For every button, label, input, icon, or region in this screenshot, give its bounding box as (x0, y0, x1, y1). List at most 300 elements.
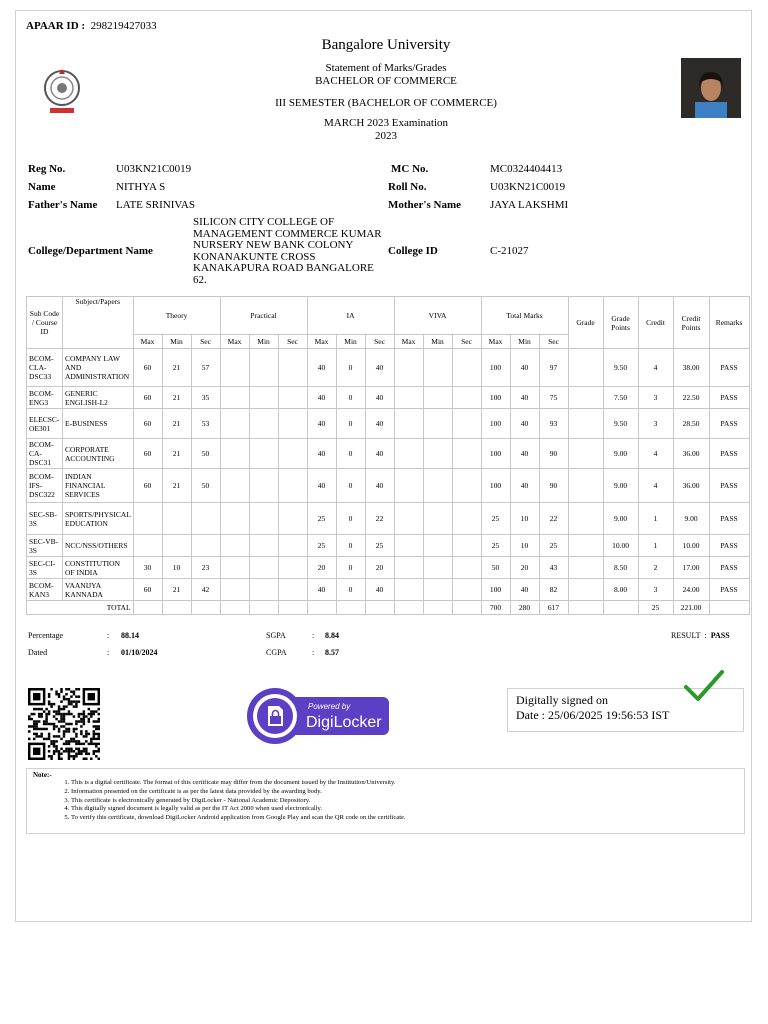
cell-tot-2: 90 (539, 469, 568, 503)
cell-vi-0 (394, 579, 423, 601)
cell-rem: PASS (709, 469, 749, 503)
cell-vi-1 (423, 469, 452, 503)
notes-list (57, 779, 406, 823)
cell-tot-2: 25 (539, 535, 568, 557)
subheader-total-max: Max (481, 335, 510, 349)
reg-no-value: U03KN21C0019 (116, 163, 192, 175)
subheader-ia-sec: Sec (365, 335, 394, 349)
table-row (27, 387, 750, 409)
cell-tot-1: 40 (510, 409, 539, 439)
total-min: 280 (510, 601, 539, 615)
cell-cp: 36.00 (673, 439, 709, 469)
name-label: Name (28, 181, 56, 193)
percentage-label: Percentage (28, 631, 64, 640)
cell-ia-0: 40 (307, 409, 336, 439)
header-viva: VIVA (394, 297, 481, 335)
cell-ia-2: 40 (365, 387, 394, 409)
subheader-practical-min: Min (249, 335, 278, 349)
cell-ia-0: 40 (307, 579, 336, 601)
cell-th-2: 42 (191, 579, 220, 601)
cell-cp: 36.00 (673, 469, 709, 503)
total-empty (394, 601, 423, 615)
cell-vi-2 (452, 349, 481, 387)
cell-vi-2 (452, 579, 481, 601)
cell-pr-1 (249, 469, 278, 503)
cell-ia-2: 40 (365, 409, 394, 439)
subheader-total-min: Min (510, 335, 539, 349)
percentage-value: 88.14 (121, 631, 139, 640)
cell-vi-0 (394, 535, 423, 557)
cell-ia-1: 0 (336, 579, 365, 601)
header-credit: Credit (638, 297, 673, 349)
cell-code: BCOM-IFS-DSC322 (27, 469, 63, 503)
cell-tot-0: 100 (481, 409, 510, 439)
header-grade-points: Grade Points (603, 297, 638, 349)
cell-cp: 24.00 (673, 579, 709, 601)
subheader-viva-max: Max (394, 335, 423, 349)
table-row (27, 557, 750, 579)
statement-title: Statement of Marks/Grades BACHELOR OF COMMERCE (315, 62, 457, 87)
cell-pr-1 (249, 349, 278, 387)
cell-pr-1 (249, 557, 278, 579)
table-row (27, 535, 750, 557)
cell-grade (568, 409, 603, 439)
cell-credit: 3 (638, 579, 673, 601)
header-theory: Theory (133, 297, 220, 335)
cell-ia-2: 40 (365, 469, 394, 503)
cell-rem: PASS (709, 557, 749, 579)
cell-rem: PASS (709, 349, 749, 387)
sgpa-label: SGPA (266, 631, 286, 640)
cell-ia-1: 0 (336, 387, 365, 409)
cell-vi-2 (452, 469, 481, 503)
cell-pr-0 (220, 349, 249, 387)
notes-title: Note:- (33, 771, 52, 779)
sgpa-value: 8.84 (325, 631, 339, 640)
cell-rem: PASS (709, 579, 749, 601)
cell-subject: E-BUSINESS (63, 409, 134, 439)
cell-ia-1: 0 (336, 409, 365, 439)
header-grade: Grade (568, 297, 603, 349)
cell-pr-2 (278, 409, 307, 439)
cell-pr-2 (278, 439, 307, 469)
cell-vi-0 (394, 557, 423, 579)
cell-code: SEC-VB-3S (27, 535, 63, 557)
cell-pr-2 (278, 349, 307, 387)
cell-th-1: 21 (162, 469, 191, 503)
student-photo-image (681, 58, 741, 118)
cell-code: BCOM-CA-DSC31 (27, 439, 63, 469)
cell-rem: PASS (709, 439, 749, 469)
cell-vi-1 (423, 349, 452, 387)
cell-cp: 38.00 (673, 349, 709, 387)
cell-cp: 22.50 (673, 387, 709, 409)
cell-code: ELECSC-OE301 (27, 409, 63, 439)
signature-date: Date : 25/06/2025 19:56:53 IST (516, 708, 670, 722)
cell-cp: 10.00 (673, 535, 709, 557)
cell-pr-2 (278, 535, 307, 557)
cell-pr-2 (278, 579, 307, 601)
cell-th-0: 30 (133, 557, 162, 579)
cell-pr-0 (220, 579, 249, 601)
cell-th-1: 21 (162, 579, 191, 601)
subheader-practical-max: Max (220, 335, 249, 349)
cell-subject: INDIAN FINANCIAL SERVICES (63, 469, 134, 503)
cell-th-2: 50 (191, 469, 220, 503)
cell-gp: 9.00 (603, 503, 638, 535)
cell-ia-1: 0 (336, 503, 365, 535)
cell-rem: PASS (709, 535, 749, 557)
total-credit-points: 221.00 (673, 601, 709, 615)
cell-th-2: 35 (191, 387, 220, 409)
cell-th-0: 60 (133, 469, 162, 503)
cell-vi-0 (394, 469, 423, 503)
header-sub-code: Sub Code / Course ID (27, 297, 63, 349)
cell-ia-2: 40 (365, 349, 394, 387)
table-row (27, 439, 750, 469)
marks-statement (15, 10, 752, 922)
cell-tot-2: 97 (539, 349, 568, 387)
percentage-colon: : (107, 631, 110, 640)
table-row (27, 503, 750, 535)
header-total: Total Marks (481, 297, 568, 335)
cell-ia-2: 20 (365, 557, 394, 579)
cell-vi-1 (423, 387, 452, 409)
cell-grade (568, 557, 603, 579)
note-item: 4. This digitally signed document is legally valid as per the IT Act 2000 when used electronically. (71, 805, 406, 814)
cell-vi-0 (394, 439, 423, 469)
dated-label: Dated (28, 648, 48, 657)
cell-tot-2: 22 (539, 503, 568, 535)
total-empty (568, 601, 603, 615)
total-empty (365, 601, 394, 615)
cell-vi-2 (452, 535, 481, 557)
cell-ia-2: 40 (365, 579, 394, 601)
cell-pr-0 (220, 535, 249, 557)
college-id-value: C-21027 (490, 245, 529, 257)
cell-tot-1: 40 (510, 469, 539, 503)
cell-vi-1 (423, 579, 452, 601)
total-empty (452, 601, 481, 615)
cell-vi-1 (423, 503, 452, 535)
cell-th-0: 60 (133, 387, 162, 409)
cell-th-0: 60 (133, 579, 162, 601)
cell-th-2 (191, 503, 220, 535)
checkmark-icon (684, 669, 724, 703)
cell-rem: PASS (709, 387, 749, 409)
cell-gp: 9.50 (603, 409, 638, 439)
cell-tot-1: 10 (510, 503, 539, 535)
cell-grade (568, 469, 603, 503)
cell-credit: 2 (638, 557, 673, 579)
table-row (27, 409, 750, 439)
qr-code-icon[interactable] (26, 688, 102, 760)
cell-subject: COMPANY LAW AND ADMINISTRATION (63, 349, 134, 387)
subheader-ia-max: Max (307, 335, 336, 349)
cell-grade (568, 535, 603, 557)
cell-tot-1: 10 (510, 535, 539, 557)
cell-ia-1: 0 (336, 349, 365, 387)
table-row (27, 349, 750, 387)
result: RESULT : PASS (671, 631, 730, 640)
note-item: 2. Information presented on the certificate is as per the latest data provided by the awarding body. (71, 788, 406, 797)
student-photo (681, 58, 741, 118)
total-empty (220, 601, 249, 615)
header-subject: Subject/Papers (63, 297, 134, 349)
total-empty (191, 601, 220, 615)
cell-credit: 4 (638, 439, 673, 469)
cell-pr-0 (220, 387, 249, 409)
cell-grade (568, 503, 603, 535)
cell-pr-2 (278, 387, 307, 409)
cell-tot-2: 90 (539, 439, 568, 469)
cell-vi-2 (452, 503, 481, 535)
cell-pr-1 (249, 409, 278, 439)
subheader-theory-max: Max (133, 335, 162, 349)
cell-tot-0: 100 (481, 469, 510, 503)
cell-tot-0: 25 (481, 535, 510, 557)
cgpa-colon: : (312, 648, 315, 657)
cell-code: BCOM-ENG3 (27, 387, 63, 409)
cell-vi-2 (452, 387, 481, 409)
cell-credit: 3 (638, 409, 673, 439)
table-row (27, 469, 750, 503)
cell-pr-0 (220, 409, 249, 439)
cell-vi-0 (394, 349, 423, 387)
cell-tot-2: 82 (539, 579, 568, 601)
college-value: SILICON CITY COLLEGE OF MANAGEMENT COMMERCE KUMAR NURSERY NEW BANK COLONY KONANAKUNTE CROSS KANAKAPURA ROAD BANGALORE 62. (193, 216, 382, 286)
cgpa-value: 8.57 (325, 648, 339, 657)
total-credit: 25 (638, 601, 673, 615)
exam-title: MARCH 2023 Examination 2023 (323, 117, 449, 142)
cell-vi-1 (423, 557, 452, 579)
cell-th-1: 10 (162, 557, 191, 579)
semester-title: III SEMESTER (BACHELOR OF COMMERCE) (275, 97, 497, 109)
mc-value: MC0324404413 (490, 163, 563, 175)
dated-value: 01/10/2024 (121, 648, 158, 657)
cell-pr-1 (249, 579, 278, 601)
cell-pr-0 (220, 469, 249, 503)
cell-pr-1 (249, 535, 278, 557)
cell-th-1 (162, 503, 191, 535)
cell-grade (568, 349, 603, 387)
subheader-viva-sec: Sec (452, 335, 481, 349)
cell-ia-0: 40 (307, 439, 336, 469)
cell-subject: CORPORATE ACCOUNTING (63, 439, 134, 469)
cell-th-2 (191, 535, 220, 557)
cell-subject: GENERIC ENGLISH-L2 (63, 387, 134, 409)
cell-tot-2: 75 (539, 387, 568, 409)
cell-rem: PASS (709, 409, 749, 439)
cell-tot-1: 40 (510, 387, 539, 409)
cell-vi-1 (423, 535, 452, 557)
subheader-practical-sec: Sec (278, 335, 307, 349)
subheader-theory-sec: Sec (191, 335, 220, 349)
mother-value: JAYA LAKSHMI (490, 199, 569, 211)
cell-th-0 (133, 503, 162, 535)
cell-tot-2: 43 (539, 557, 568, 579)
cell-ia-0: 25 (307, 535, 336, 557)
notes-box (26, 768, 745, 834)
note-item: 5. To verify this certificate, download DigiLocker Android application from Google Play and scan the QR code on the certificate. (71, 814, 406, 823)
dated-colon: : (107, 648, 110, 657)
cell-th-1 (162, 535, 191, 557)
cell-th-0: 60 (133, 409, 162, 439)
cell-th-1: 21 (162, 349, 191, 387)
subheader-total-sec: Sec (539, 335, 568, 349)
cell-code: BCOM-KAN3 (27, 579, 63, 601)
total-label: TOTAL (27, 601, 134, 615)
subheader-ia-min: Min (336, 335, 365, 349)
cell-th-1: 21 (162, 387, 191, 409)
cell-th-0: 60 (133, 349, 162, 387)
cell-ia-0: 25 (307, 503, 336, 535)
cell-rem: PASS (709, 503, 749, 535)
reg-no-label: Reg No. (28, 163, 66, 175)
signature-line1: Digitally signed on (516, 693, 608, 707)
cell-th-2: 50 (191, 439, 220, 469)
cell-ia-1: 0 (336, 469, 365, 503)
cell-tot-0: 100 (481, 439, 510, 469)
name-value: NITHYA S (116, 181, 166, 193)
cell-ia-1: 0 (336, 439, 365, 469)
cell-ia-0: 20 (307, 557, 336, 579)
cell-gp: 10.00 (603, 535, 638, 557)
subheader-viva-min: Min (423, 335, 452, 349)
cell-vi-1 (423, 409, 452, 439)
digilocker-powered-text: Powered by (308, 702, 351, 711)
cell-ia-2: 25 (365, 535, 394, 557)
total-empty (336, 601, 365, 615)
cell-gp: 7.50 (603, 387, 638, 409)
subheader-theory-min: Min (162, 335, 191, 349)
cell-tot-1: 40 (510, 579, 539, 601)
total-empty (278, 601, 307, 615)
cell-cp: 9.00 (673, 503, 709, 535)
cell-vi-1 (423, 439, 452, 469)
cell-tot-1: 40 (510, 439, 539, 469)
cell-ia-2: 22 (365, 503, 394, 535)
cell-ia-2: 40 (365, 439, 394, 469)
cgpa-label: CGPA (266, 648, 287, 657)
total-empty (249, 601, 278, 615)
total-row (27, 601, 750, 615)
cell-th-0 (133, 535, 162, 557)
cell-pr-2 (278, 503, 307, 535)
cell-tot-1: 20 (510, 557, 539, 579)
cell-ia-0: 40 (307, 469, 336, 503)
cell-th-1: 21 (162, 409, 191, 439)
cell-gp: 9.50 (603, 349, 638, 387)
header-remarks: Remarks (709, 297, 749, 349)
cell-th-1: 21 (162, 439, 191, 469)
cell-th-2: 57 (191, 349, 220, 387)
cell-cp: 28.50 (673, 409, 709, 439)
cell-grade (568, 387, 603, 409)
total-empty (307, 601, 336, 615)
cell-gp: 9.00 (603, 469, 638, 503)
total-empty (709, 601, 749, 615)
total-empty (133, 601, 162, 615)
mc-label: MC No. (391, 163, 429, 175)
cell-subject: SPORTS/PHYSICAL EDUCATION (63, 503, 134, 535)
cell-credit: 4 (638, 349, 673, 387)
cell-vi-0 (394, 503, 423, 535)
header-practical: Practical (220, 297, 307, 335)
cell-th-2: 23 (191, 557, 220, 579)
cell-pr-1 (249, 503, 278, 535)
roll-value: U03KN21C0019 (490, 181, 566, 193)
college-id-label: College ID (388, 245, 438, 257)
cell-tot-0: 100 (481, 349, 510, 387)
note-item: 3. This certificate is electronically generated by DigiLocker - National Academic Depository. (71, 797, 406, 806)
college-label: College/Department Name (28, 245, 153, 257)
total-empty (603, 601, 638, 615)
sgpa-colon: : (312, 631, 315, 640)
cell-subject: CONSTITUTION OF INDIA (63, 557, 134, 579)
cell-pr-0 (220, 439, 249, 469)
table-row (27, 579, 750, 601)
cell-gp: 9.00 (603, 439, 638, 469)
cell-pr-1 (249, 387, 278, 409)
cell-cp: 17.00 (673, 557, 709, 579)
cell-tot-0: 100 (481, 387, 510, 409)
cell-pr-2 (278, 557, 307, 579)
cell-code: SEC-SB-3S (27, 503, 63, 535)
header-ia: IA (307, 297, 394, 335)
cell-vi-2 (452, 439, 481, 469)
cell-th-2: 53 (191, 409, 220, 439)
header-credit-points: Credit Points (673, 297, 709, 349)
digilocker-name-text: DigiLocker (306, 714, 382, 731)
cell-credit: 1 (638, 535, 673, 557)
university-name: Bangalore University (321, 37, 451, 53)
cell-vi-2 (452, 409, 481, 439)
cell-ia-1: 0 (336, 535, 365, 557)
cell-vi-0 (394, 387, 423, 409)
cell-pr-0 (220, 503, 249, 535)
total-max: 700 (481, 601, 510, 615)
total-empty (162, 601, 191, 615)
cell-code: BCOM-CLA-DSC33 (27, 349, 63, 387)
cell-ia-0: 40 (307, 387, 336, 409)
cell-tot-2: 93 (539, 409, 568, 439)
father-value: LATE SRINIVAS (116, 199, 195, 211)
cell-pr-0 (220, 557, 249, 579)
roll-label: Roll No. (388, 181, 427, 193)
cell-grade (568, 439, 603, 469)
university-logo-icon (38, 66, 86, 116)
cell-th-0: 60 (133, 439, 162, 469)
cell-ia-0: 40 (307, 349, 336, 387)
digilocker-logo (246, 687, 390, 745)
apaar-id: APAAR ID : 298219427033 (26, 20, 157, 32)
cell-ia-1: 0 (336, 557, 365, 579)
cell-subject: VAANIJYA KANNADA (63, 579, 134, 601)
cell-credit: 1 (638, 503, 673, 535)
note-item: 1. This is a digital certificate. The format of this certificate may differ from the document issued by the Institution/University. (71, 779, 406, 788)
cell-pr-1 (249, 439, 278, 469)
cell-vi-2 (452, 557, 481, 579)
cell-gp: 8.00 (603, 579, 638, 601)
total-sec: 617 (539, 601, 568, 615)
cell-credit: 3 (638, 387, 673, 409)
cell-credit: 4 (638, 469, 673, 503)
cell-tot-1: 40 (510, 349, 539, 387)
total-empty (423, 601, 452, 615)
cell-subject: NCC/NSS/OTHERS (63, 535, 134, 557)
cell-tot-0: 50 (481, 557, 510, 579)
